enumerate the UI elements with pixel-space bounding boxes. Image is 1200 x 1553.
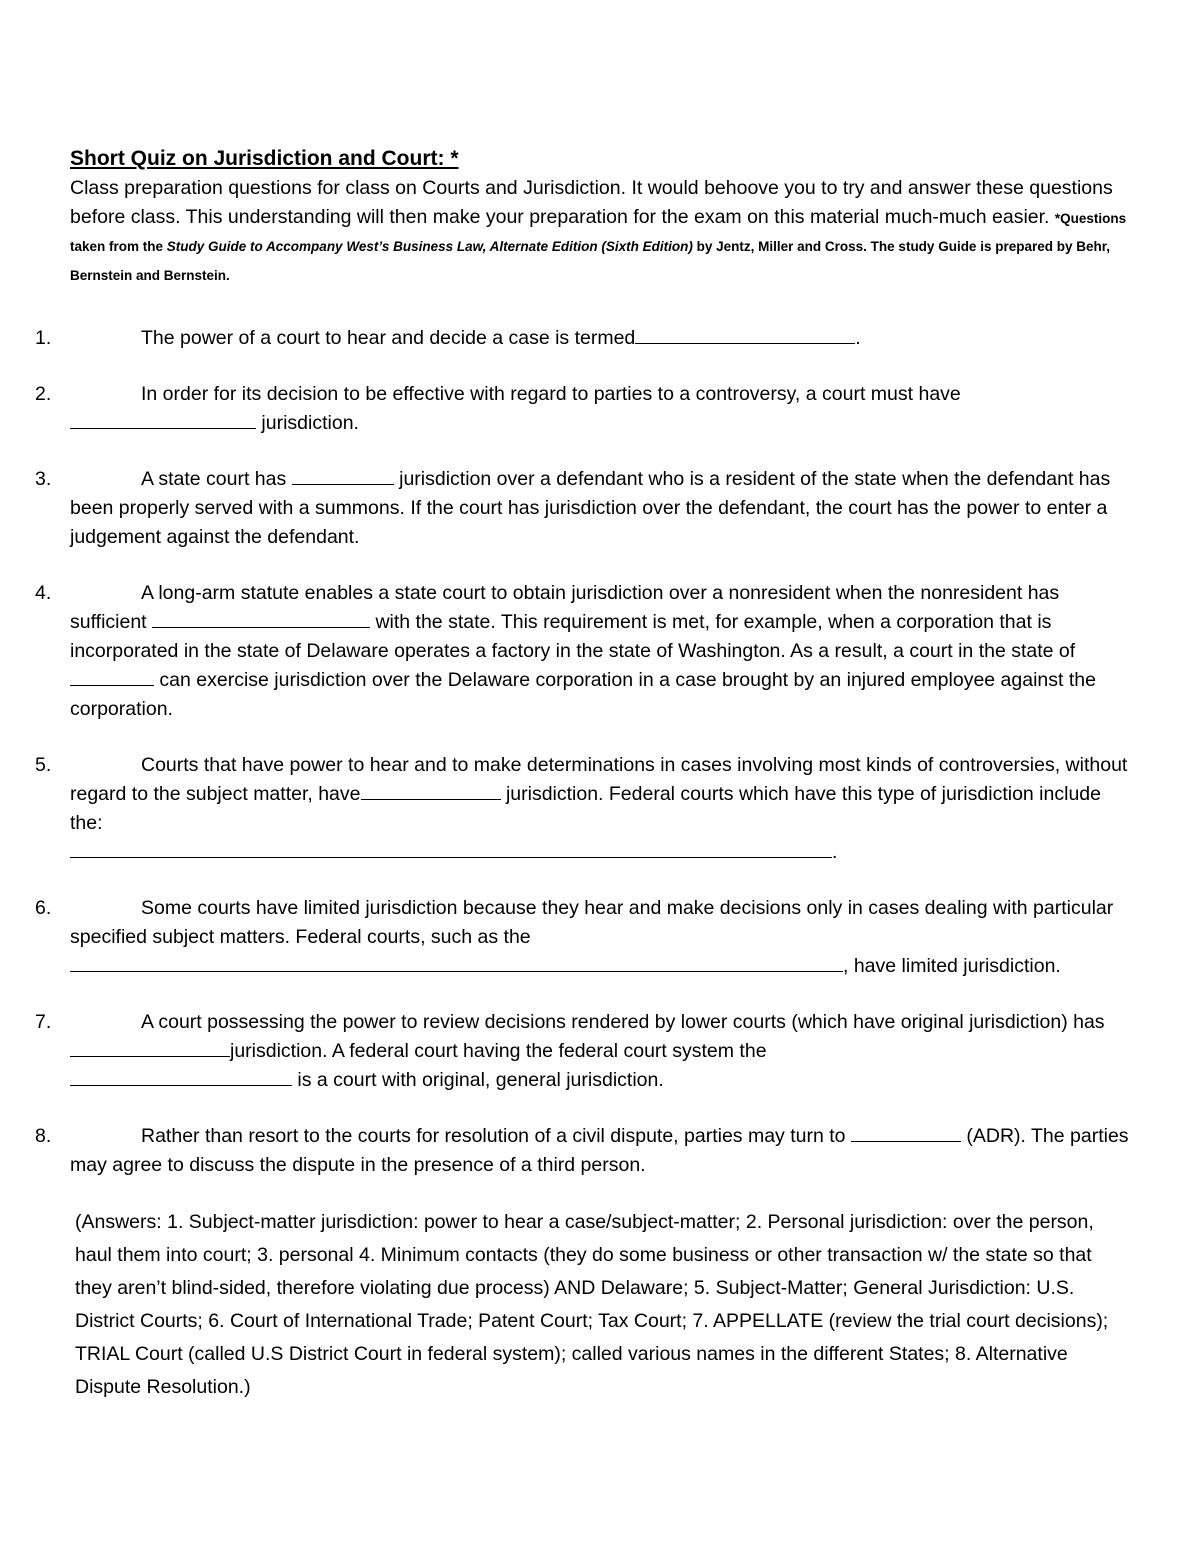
answer-blank[interactable] bbox=[152, 608, 370, 628]
question-1 bbox=[35, 324, 1132, 353]
source-note-pre: *Questions taken from the bbox=[70, 210, 1127, 254]
question-number: 8. bbox=[35, 1125, 52, 1147]
intro-text: Class preparation questions for class on Courts and Jurisdiction. It would behoove you to try and answer these questions before class. This understanding will then make your preparation for the exam on this material much-much easier. bbox=[70, 177, 1113, 228]
question-3 bbox=[35, 465, 1132, 552]
question-text: . bbox=[855, 327, 861, 349]
question-number: 2. bbox=[35, 383, 52, 405]
question-text: A state court has bbox=[141, 468, 287, 490]
question-text: is a court with original, general jurisdiction. bbox=[297, 1069, 664, 1091]
answer-blank[interactable] bbox=[70, 666, 154, 686]
question-text: can exercise jurisdiction over the Delaware corporation in a case brought by an injured employee against the corporation. bbox=[70, 669, 1096, 720]
question-number: 3. bbox=[35, 468, 52, 490]
question-text: A court possessing the power to review decisions rendered by lower courts (which have original jurisdiction) has bbox=[141, 1011, 1105, 1033]
question-text: Rather than resort to the courts for resolution of a civil dispute, parties may turn to bbox=[141, 1125, 846, 1147]
answer-blank[interactable] bbox=[292, 465, 394, 485]
question-number: 7. bbox=[35, 1011, 52, 1033]
question-text: jurisdiction. bbox=[261, 412, 359, 434]
question-text: The power of a court to hear and decide a case is termed bbox=[141, 327, 636, 349]
answer-blank[interactable] bbox=[70, 409, 256, 429]
answer-blank[interactable] bbox=[851, 1122, 961, 1142]
question-text: jurisdiction over a defendant who is a resident of the state when the defendant has been properly served with a summons. If the court has jurisdiction over the defendant, the court has the power to enter a judgement against the defendant. bbox=[70, 468, 1111, 548]
quiz-title: Short Quiz on Jurisdiction and Court: * bbox=[70, 147, 459, 170]
question-text: , have limited jurisdiction. bbox=[843, 955, 1061, 977]
answer-key: (Answers: 1. Subject-matter jurisdiction: power to hear a case/subject-matter; 2. Personal jurisdiction: over the person, haul them into court; 3. personal 4. Minimum contacts (they do some business or other transaction w/ the state so that they aren’t blind-sided, therefore violating due process) AND Delaware; 5. Subject-Matter; General Jurisdiction: U.S. District Courts; 6. Court of International Trade; Patent Court; Tax Court; 7. APPELLATE (review the trial court decisions); TRIAL Court (called U.S District Court in federal system); called various names in the different States; 8. Alternative Dispute Resolution.) bbox=[75, 1211, 1109, 1398]
question-text: with the state. This requirement is met, for example, when a corporation that is incorporated in the state of Delaware operates a factory in the state of Washington. As a result, a court in the state of bbox=[70, 611, 1076, 662]
question-5 bbox=[35, 751, 1132, 867]
answer-blank[interactable] bbox=[70, 952, 843, 972]
source-book-title: Study Guide to Accompany West’s Business Law, Alternate Edition (Sixth Edition) bbox=[166, 239, 693, 254]
question-text: In order for its decision to be effective with regard to parties to a controversy, a court must have bbox=[141, 383, 961, 405]
answer-blank[interactable] bbox=[70, 1066, 292, 1086]
answer-blank[interactable] bbox=[635, 324, 855, 344]
question-text: jurisdiction. A federal court having the federal court system the bbox=[230, 1040, 767, 1062]
answer-blank[interactable] bbox=[70, 838, 832, 858]
answer-blank[interactable] bbox=[70, 1037, 230, 1057]
question-8 bbox=[35, 1122, 1132, 1180]
question-number: 1. bbox=[35, 327, 52, 349]
question-text: . bbox=[832, 841, 838, 863]
intro-paragraph bbox=[70, 174, 1132, 288]
question-text: jurisdiction. Federal courts which have this type of jurisdiction include the: bbox=[70, 783, 1101, 834]
question-2 bbox=[35, 380, 1132, 438]
source-note-post: by Jentz, Miller and Cross. The study Guide is prepared by Behr, Bernstein and Bernstein. bbox=[70, 239, 1110, 283]
question-text: Some courts have limited jurisdiction because they hear and make decisions only in cases dealing with particular specified subject matters. Federal courts, such as the bbox=[70, 897, 1114, 948]
question-number: 6. bbox=[35, 897, 52, 919]
question-7 bbox=[35, 1008, 1132, 1095]
question-text: A long-arm statute enables a state court to obtain jurisdiction over a nonresident when the nonresident has sufficient bbox=[70, 582, 1060, 633]
question-6 bbox=[35, 894, 1132, 981]
quiz-page bbox=[35, 144, 1132, 1404]
answer-blank[interactable] bbox=[361, 780, 501, 800]
question-text: (ADR). The parties may agree to discuss the dispute in the presence of a third person. bbox=[70, 1125, 1129, 1176]
question-number: 5. bbox=[35, 754, 52, 776]
question-4 bbox=[35, 579, 1132, 724]
question-number: 4. bbox=[35, 582, 52, 604]
question-text: Courts that have power to hear and to make determinations in cases involving most kinds of controversies, without regard to the subject matter, have bbox=[70, 754, 1128, 805]
